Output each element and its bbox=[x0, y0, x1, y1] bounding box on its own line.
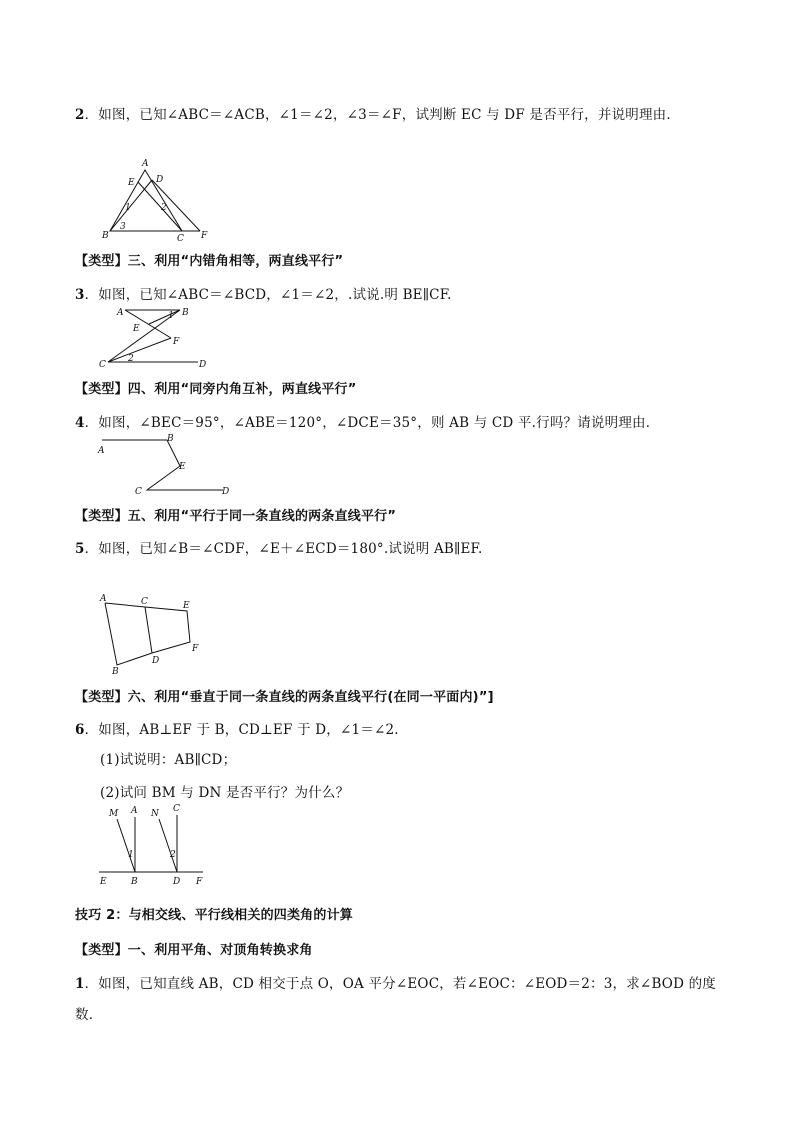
angle-1: 1 bbox=[125, 203, 131, 213]
segment-cf bbox=[108, 338, 171, 362]
type-6-heading: 【类型】六、利用“垂直于同一条直线的两条直线平行(在同一平面内)”] bbox=[75, 690, 494, 705]
label-c: C bbox=[135, 487, 142, 497]
figure-q6 bbox=[95, 802, 215, 890]
label-e: E bbox=[183, 601, 190, 611]
question-2 bbox=[75, 103, 680, 123]
segment-nd bbox=[159, 819, 177, 872]
label-a: A bbox=[131, 806, 138, 816]
label-f: F bbox=[196, 877, 203, 887]
question-number: 3 bbox=[75, 287, 85, 303]
type-4-heading: 【类型】四、利用“同旁内角互补，两直线平行” bbox=[75, 382, 357, 397]
label-a: A bbox=[117, 308, 124, 318]
question-text: ．如图，已知∠ABC＝∠BCD，∠1＝∠2，.试说.明 BE∥CF. bbox=[84, 287, 452, 303]
label-a: A bbox=[98, 446, 105, 456]
angle-1: 1 bbox=[128, 850, 134, 860]
question-text: ．如图，已知∠B＝∠CDF，∠E＋∠ECD＝180°.试说明 AB∥EF. bbox=[84, 541, 483, 557]
question-6-part-1: (1)试说明：AB∥CD； bbox=[100, 752, 237, 768]
angle-2: 2 bbox=[161, 203, 167, 213]
path-aceFdb bbox=[105, 603, 190, 665]
path-abecd bbox=[102, 440, 223, 490]
label-b: B bbox=[131, 877, 138, 887]
label-d: D bbox=[199, 360, 207, 370]
angle-2: 2 bbox=[128, 354, 134, 364]
label-b: B bbox=[167, 434, 174, 444]
type-3-heading: 【类型】三、利用“内错角相等，两直线平行” bbox=[75, 254, 344, 269]
label-c: C bbox=[99, 360, 106, 370]
label-f: F bbox=[173, 337, 180, 347]
label-n: N bbox=[151, 809, 159, 819]
label-f: F bbox=[201, 231, 208, 241]
figure-q3 bbox=[95, 305, 215, 370]
question-text: ．如图，已知直线 AB，CD 相交于点 O，OA 平分∠EOC，若∠EOC：∠EOD＝2：3，求∠BOD 的度 bbox=[84, 976, 716, 992]
segment-be bbox=[149, 310, 180, 324]
type-5-heading: 【类型】五、利用“平行于同一条直线的两条直线平行” bbox=[75, 509, 397, 524]
label-b: B bbox=[182, 308, 189, 318]
question-text: ．如图，AB⊥EF 于 B，CD⊥EF 于 D，∠1＝∠2. bbox=[84, 722, 399, 738]
figure-q2-triangle bbox=[100, 158, 230, 243]
question-6 bbox=[75, 718, 399, 738]
segment-mb bbox=[117, 819, 135, 872]
label-a: A bbox=[142, 159, 149, 169]
label-b: B bbox=[102, 231, 109, 241]
label-d: D bbox=[152, 656, 160, 666]
question-number: 2 bbox=[75, 107, 85, 123]
question-6-part-2: (2)试问 BM 与 DN 是否平行？为什么？ bbox=[100, 785, 350, 801]
question-3 bbox=[75, 283, 452, 303]
question-5 bbox=[75, 537, 482, 557]
question-number: 5 bbox=[75, 541, 85, 557]
angle-1: 1 bbox=[168, 311, 174, 321]
problem-1 bbox=[75, 972, 716, 992]
label-d: D bbox=[222, 487, 230, 497]
label-a: A bbox=[100, 594, 107, 604]
label-c: C bbox=[173, 804, 180, 814]
type-1-heading: 【类型】一、利用平角、对顶角转换求角 bbox=[75, 943, 313, 958]
question-number: 1 bbox=[75, 976, 85, 992]
label-c: C bbox=[141, 597, 148, 607]
label-d: D bbox=[173, 877, 181, 887]
question-number: 4 bbox=[75, 415, 85, 431]
label-e: E bbox=[179, 462, 186, 472]
label-c: C bbox=[177, 234, 184, 244]
segment-ae-f bbox=[125, 310, 171, 338]
label-e: E bbox=[128, 178, 135, 188]
label-b: B bbox=[112, 667, 119, 677]
figure-q4 bbox=[95, 433, 245, 498]
label-e: E bbox=[133, 324, 140, 334]
angle-2: 2 bbox=[170, 850, 176, 860]
question-4 bbox=[75, 411, 659, 431]
question-number: 6 bbox=[75, 722, 85, 738]
label-e: E bbox=[100, 877, 107, 887]
label-m: M bbox=[109, 809, 119, 819]
problem-1-continuation: 数． bbox=[75, 1007, 103, 1023]
angle-3: 3 bbox=[120, 222, 126, 232]
skill-2-heading: 技巧 2：与相交线、平行线相关的四类角的计算 bbox=[75, 908, 353, 923]
question-text: ．如图，∠BEC＝95°，∠ABE＝120°，∠DCE＝35°，则 AB 与 CD 平.行吗？请说明理由． bbox=[84, 415, 660, 431]
question-text: ．如图，已知∠ABC＝∠ACB，∠1＝∠2，∠3＝∠F，试判断 EC 与 DF 是否平行，并说明理由． bbox=[84, 107, 681, 123]
label-f: F bbox=[192, 644, 199, 654]
label-d: D bbox=[156, 175, 164, 185]
segment-cd bbox=[145, 607, 152, 653]
figure-q5 bbox=[95, 590, 215, 680]
